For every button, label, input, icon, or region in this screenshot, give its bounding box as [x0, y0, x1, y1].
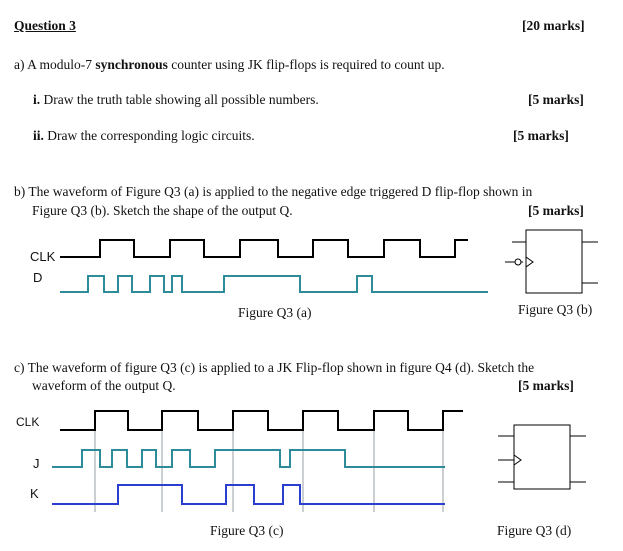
d-label-b: D — [33, 270, 43, 285]
part-c-line-2: waveform of the output Q. — [32, 378, 176, 393]
item-2-text: Draw the corresponding logic circuits. — [47, 128, 255, 143]
j-label-c: J — [33, 456, 40, 471]
part-a-bold-word: synchronous — [95, 57, 168, 72]
part-b-marks: [5 marks] — [528, 203, 584, 218]
part-b-line-1: b) The waveform of Figure Q3 (a) is applied to the negative edge triggered D flip-flop shown in — [14, 184, 533, 199]
k-waveform-c — [52, 485, 445, 504]
item-2-label: ii. — [33, 128, 44, 143]
item-1-label: i. — [33, 92, 41, 107]
part-c-marks: [5 marks] — [518, 378, 574, 393]
timing-guides-c — [95, 425, 443, 512]
d-waveform-b — [60, 276, 488, 292]
jk-flip-flop — [498, 425, 586, 489]
d-flip-flop — [505, 230, 598, 293]
fig-a-caption: Figure Q3 (a) — [238, 305, 312, 320]
k-label-c: K — [30, 486, 39, 501]
clk-waveform-c — [60, 411, 463, 430]
part-b-line-2: Figure Q3 (b). Sketch the shape of the output Q. — [32, 203, 293, 218]
item-1-marks: [5 marks] — [528, 92, 584, 107]
fig-b-caption: Figure Q3 (b) — [518, 302, 593, 317]
fig-c-caption: Figure Q3 (c) — [210, 523, 284, 538]
question-title: Question 3 — [14, 18, 76, 33]
part-c-line-1: c) The waveform of figure Q3 (c) is applied to a JK Flip-flop shown in figure Q4 (d). Sketch the — [14, 360, 535, 375]
clk-waveform-b — [60, 240, 468, 257]
clk-label-b: CLK — [30, 249, 56, 264]
clk-label-c: CLK — [16, 415, 40, 429]
item-1-text: Draw the truth table showing all possible numbers. — [43, 92, 319, 107]
question-total-marks: [20 marks] — [522, 18, 585, 33]
part-a-prefix: a) A modulo-7 — [14, 57, 96, 72]
j-waveform-c — [52, 450, 445, 467]
fig-d-caption: Figure Q3 (d) — [497, 523, 572, 538]
part-a-suffix: counter using JK flip-flops is required to count up. — [167, 57, 445, 72]
item-2-marks: [5 marks] — [513, 128, 569, 143]
